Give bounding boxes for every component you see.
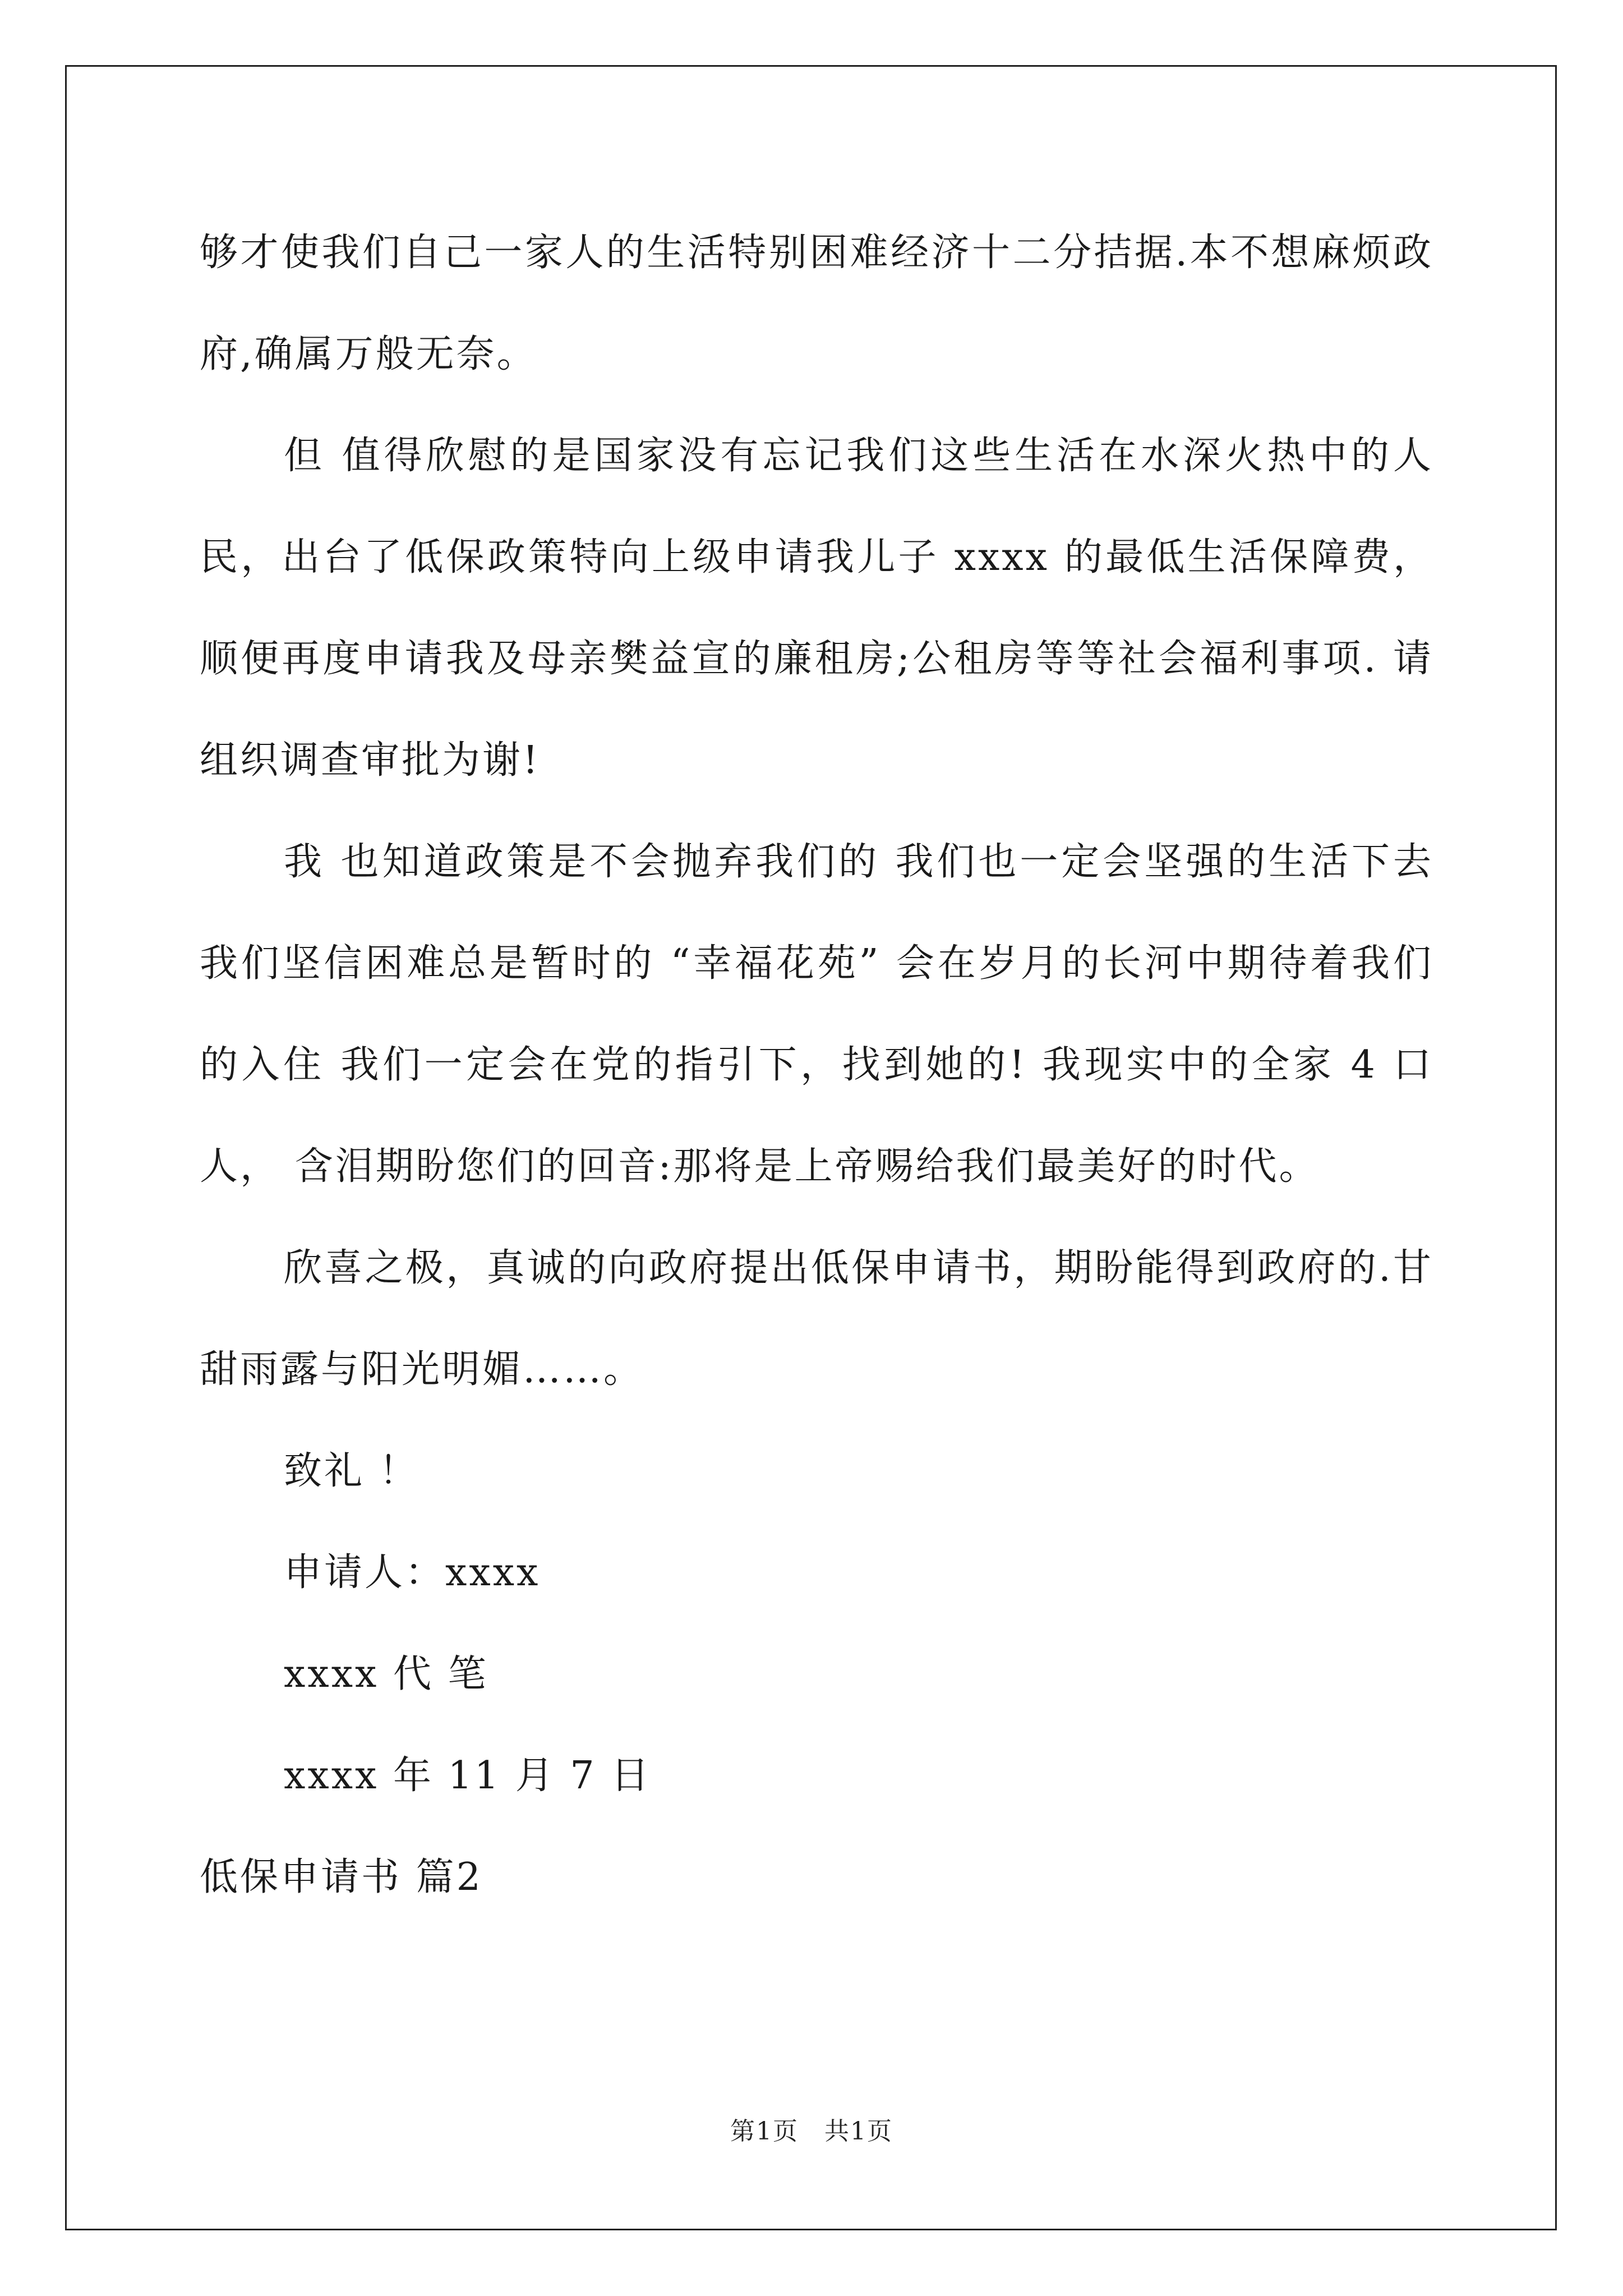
document-body bbox=[200, 202, 1433, 1928]
applicant-line: 申请人：xxxx bbox=[284, 1550, 541, 1595]
salutation: 致礼 ！ bbox=[284, 1449, 419, 1493]
paragraph-request: 欣喜之极，真诚的向政府提出低保申请书，期盼能得到政府的.甘甜雨露与阳光明媚……。 bbox=[200, 1246, 1433, 1392]
date-line: xxxx 年 11 月 7 日 bbox=[284, 1754, 652, 1798]
section-heading: 低保申请书 篇2 bbox=[200, 1855, 483, 1899]
paragraph-continued: 够才使我们自己一家人的生活特别困难经济十二分拮据.本不想麻烦政府,确属万般无奈。 bbox=[200, 231, 1433, 376]
page-number: 第1页 共1页 bbox=[730, 2117, 893, 2146]
paragraph-gratitude: 但 值得欣慰的是国家没有忘记我们这些生活在水深火热中的人民，出台了低保政策特向上级申请我儿子 xxxx 的最低生活保障费，顺便再度申请我及母亲樊益宣的廉租房;公租房等等社会福利事项. 请组织调查审批为谢! bbox=[200, 434, 1433, 783]
ghostwriter-line: xxxx 代 笔 bbox=[284, 1652, 488, 1696]
paragraph-hope: 我 也知道政策是不会抛弃我们的 我们也一定会坚强的生活下去 我们坚信困难总是暂时的 “幸福花苑” 会在岁月的长河中期待着我们的入住 我们一定会在党的指引下，找到她的! 我现实中的全家 4 口人， 含泪期盼您们的回音:那将是上帝赐给我们最美好的时代。 bbox=[200, 840, 1433, 1189]
